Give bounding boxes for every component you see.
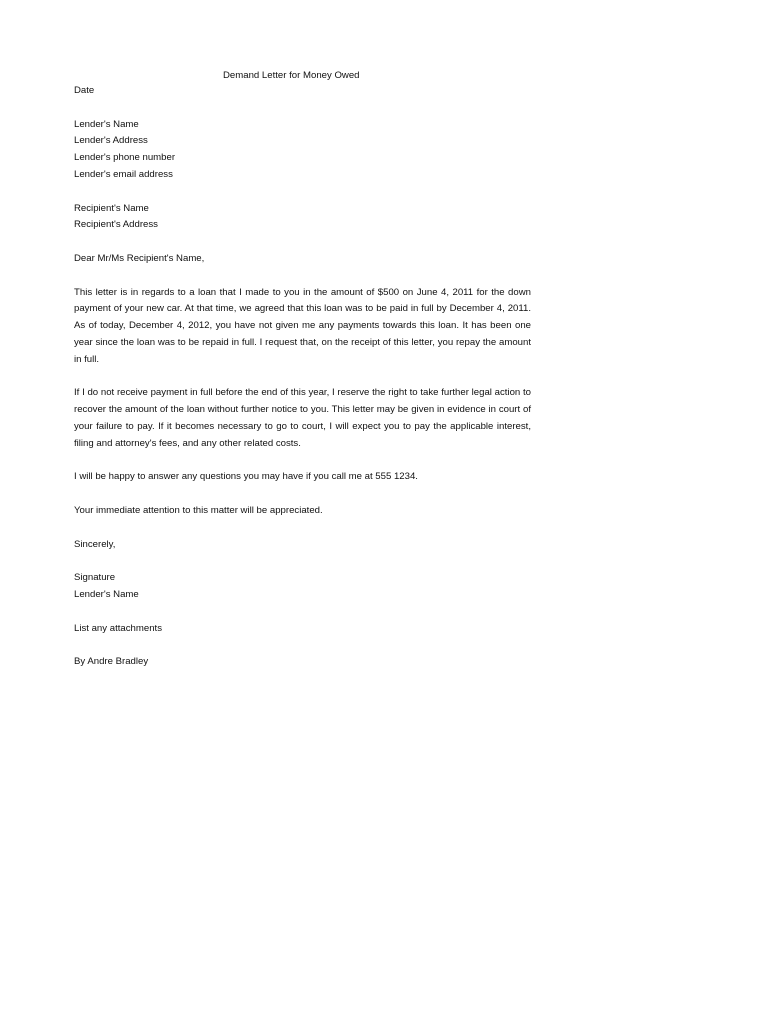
lender-phone: Lender's phone number	[74, 152, 176, 164]
lender-name: Lender's Name	[74, 118, 139, 130]
signature-line: Signature	[74, 572, 116, 584]
spacer	[74, 369, 531, 386]
spacer	[74, 553, 531, 570]
paragraph-contact: I will be happy to answer any questions you may have if you call me at 555 1234.	[74, 471, 418, 483]
spacer	[74, 100, 531, 117]
attachments-line: List any attachments	[74, 622, 162, 634]
date-line: Date	[74, 85, 95, 96]
spacer	[74, 184, 531, 201]
spacer	[74, 604, 531, 621]
letter-title: Demand Letter for Money Owed	[223, 70, 360, 81]
letter-body	[74, 69, 531, 671]
paragraph-loan-details: This letter is in regards to a loan that I made to you in the amount of $500 on June 4, 2011 for the down payment of your new car. At that time, we agreed that this loan was to be paid in full by December 4, 2011. As of today, December 4, 2012, you have not given me any payments towards this loan. It has been one year since the loan was to be repaid in full. I request that, on the receipt of this letter, you repay the amount in full.	[74, 286, 531, 365]
spacer	[74, 637, 531, 654]
paragraph-attention: Your immediate attention to this matter will be appreciated.	[74, 504, 323, 516]
paragraph-legal-action: If I do not receive payment in full before the end of this year, I reserve the right to take further legal action to recover the amount of the loan without further notice to you. This letter may be given in evidence in court of your failure to pay. If it becomes necessary to go to court, I will expect you to pay the applicable interest, filing and attorney's fees, and any other related costs.	[74, 387, 531, 449]
lender-address: Lender's Address	[74, 135, 148, 147]
spacer	[74, 268, 531, 285]
signer-name: Lender's Name	[74, 588, 139, 600]
closing: Sincerely,	[74, 538, 116, 550]
author-credit: By Andre Bradley	[74, 656, 149, 668]
spacer	[74, 486, 531, 503]
spacer	[74, 234, 531, 251]
spacer	[74, 520, 531, 537]
recipient-name: Recipient's Name	[74, 202, 149, 214]
recipient-address: Recipient's Address	[74, 219, 158, 231]
lender-email: Lender's email address	[74, 168, 173, 180]
spacer	[74, 453, 531, 470]
salutation: Dear Mr/Ms Recipient's Name,	[74, 252, 205, 264]
